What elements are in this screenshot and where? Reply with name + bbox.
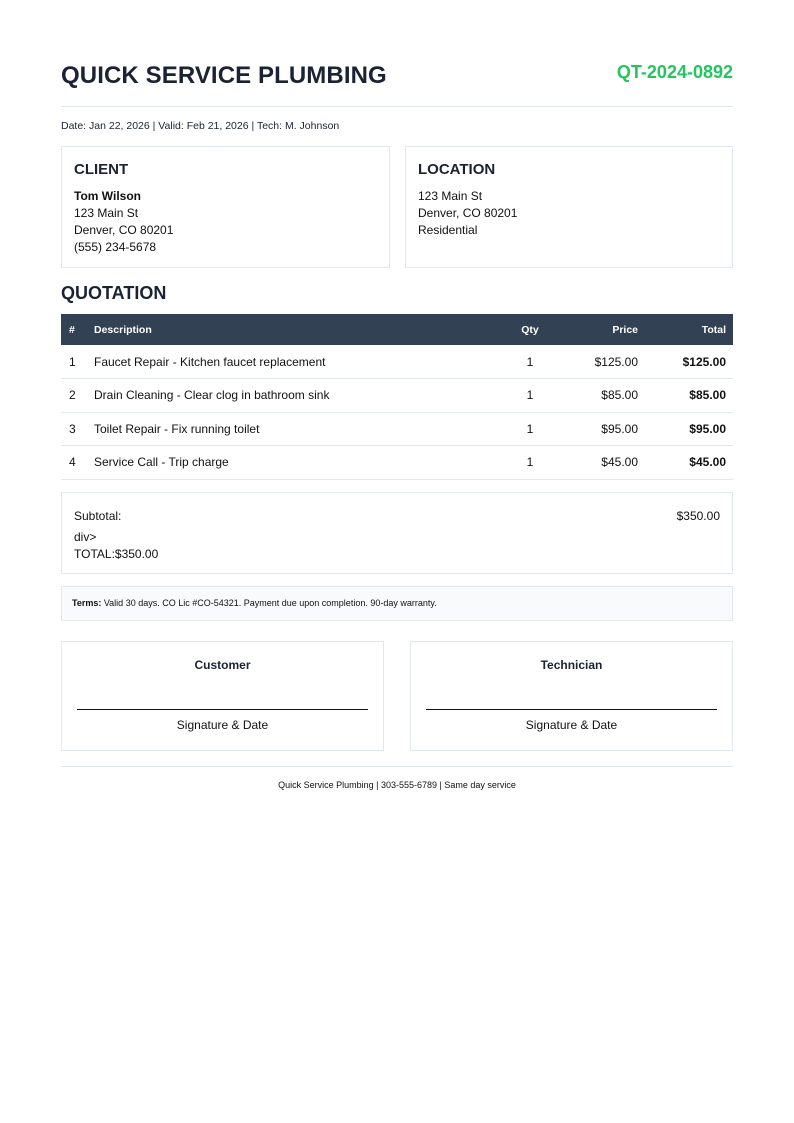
client-phone: (555) 234-5678 — [74, 240, 157, 254]
terms-label: Terms: — [72, 598, 102, 608]
item-num: 3 — [61, 412, 87, 446]
totals-box — [61, 492, 733, 574]
item-description: Drain Cleaning - Clear clog in bathroom sink — [87, 379, 500, 413]
item-num: 1 — [61, 345, 87, 379]
customer-signature-line — [77, 709, 368, 710]
technician-signature-line — [426, 709, 717, 710]
technician-signature-title: Technician — [540, 658, 603, 672]
location-box — [405, 146, 733, 268]
terms-text: Valid 30 days. CO Lic #CO-54321. Payment due upon completion. 90-day warranty. — [101, 598, 437, 608]
item-num: 2 — [61, 379, 87, 413]
stray-markup-text: div> — [74, 530, 97, 544]
item-price: $85.00 — [560, 379, 645, 413]
customer-signature-title: Customer — [194, 658, 251, 672]
document-header — [61, 58, 733, 107]
table-row — [61, 379, 733, 413]
client-address2: Denver, CO 80201 — [74, 223, 174, 237]
quotation-table — [61, 314, 733, 480]
total-text: TOTAL:$350.00 — [74, 547, 159, 561]
item-total: $45.00 — [645, 446, 733, 480]
table-header-row — [61, 314, 733, 345]
subtotal-row — [74, 509, 720, 529]
item-num: 4 — [61, 446, 87, 480]
subtotal-value: $350.00 — [676, 509, 720, 523]
quotation-title: QUOTATION — [61, 283, 167, 303]
item-price: $95.00 — [560, 412, 645, 446]
client-box — [61, 146, 390, 268]
customer-signature-caption: Signature & Date — [176, 718, 269, 732]
terms-box — [61, 586, 733, 621]
location-type: Residential — [418, 223, 478, 237]
location-address2: Denver, CO 80201 — [418, 206, 518, 220]
client-address1: 123 Main St — [74, 206, 139, 220]
client-title: CLIENT — [74, 161, 129, 178]
client-name: Tom Wilson — [74, 189, 141, 203]
item-total: $85.00 — [645, 379, 733, 413]
item-price: $45.00 — [560, 446, 645, 480]
quote-meta: Date: Jan 22, 2026 | Valid: Feb 21, 2026 | Tech: M. Johnson — [61, 120, 340, 132]
item-total: $125.00 — [645, 345, 733, 379]
col-total: Total — [701, 323, 726, 336]
technician-signature-caption: Signature & Date — [525, 718, 618, 732]
item-qty: 1 — [500, 345, 560, 379]
location-address1: 123 Main St — [418, 189, 483, 203]
item-description: Toilet Repair - Fix running toilet — [87, 412, 500, 446]
location-title: LOCATION — [418, 161, 496, 178]
company-name: QUICK SERVICE PLUMBING — [61, 62, 387, 89]
item-price: $125.00 — [560, 345, 645, 379]
table-row — [61, 412, 733, 446]
footer: Quick Service Plumbing | 303-555-6789 | Same day service — [61, 766, 733, 790]
table-row — [61, 345, 733, 379]
item-qty: 1 — [500, 446, 560, 480]
table-row — [61, 446, 733, 480]
col-qty: Qty — [521, 323, 539, 336]
customer-signature-box — [61, 641, 384, 751]
col-price: Price — [612, 323, 638, 336]
item-qty: 1 — [500, 412, 560, 446]
quote-number: QT-2024-0892 — [616, 62, 733, 82]
subtotal-label: Subtotal: — [74, 509, 122, 523]
item-description: Faucet Repair - Kitchen faucet replacement — [87, 345, 500, 379]
item-qty: 1 — [500, 379, 560, 413]
item-description: Service Call - Trip charge — [87, 446, 500, 480]
col-num: # — [69, 323, 75, 336]
technician-signature-box — [410, 641, 733, 751]
col-description: Description — [94, 323, 152, 336]
item-total: $95.00 — [645, 412, 733, 446]
